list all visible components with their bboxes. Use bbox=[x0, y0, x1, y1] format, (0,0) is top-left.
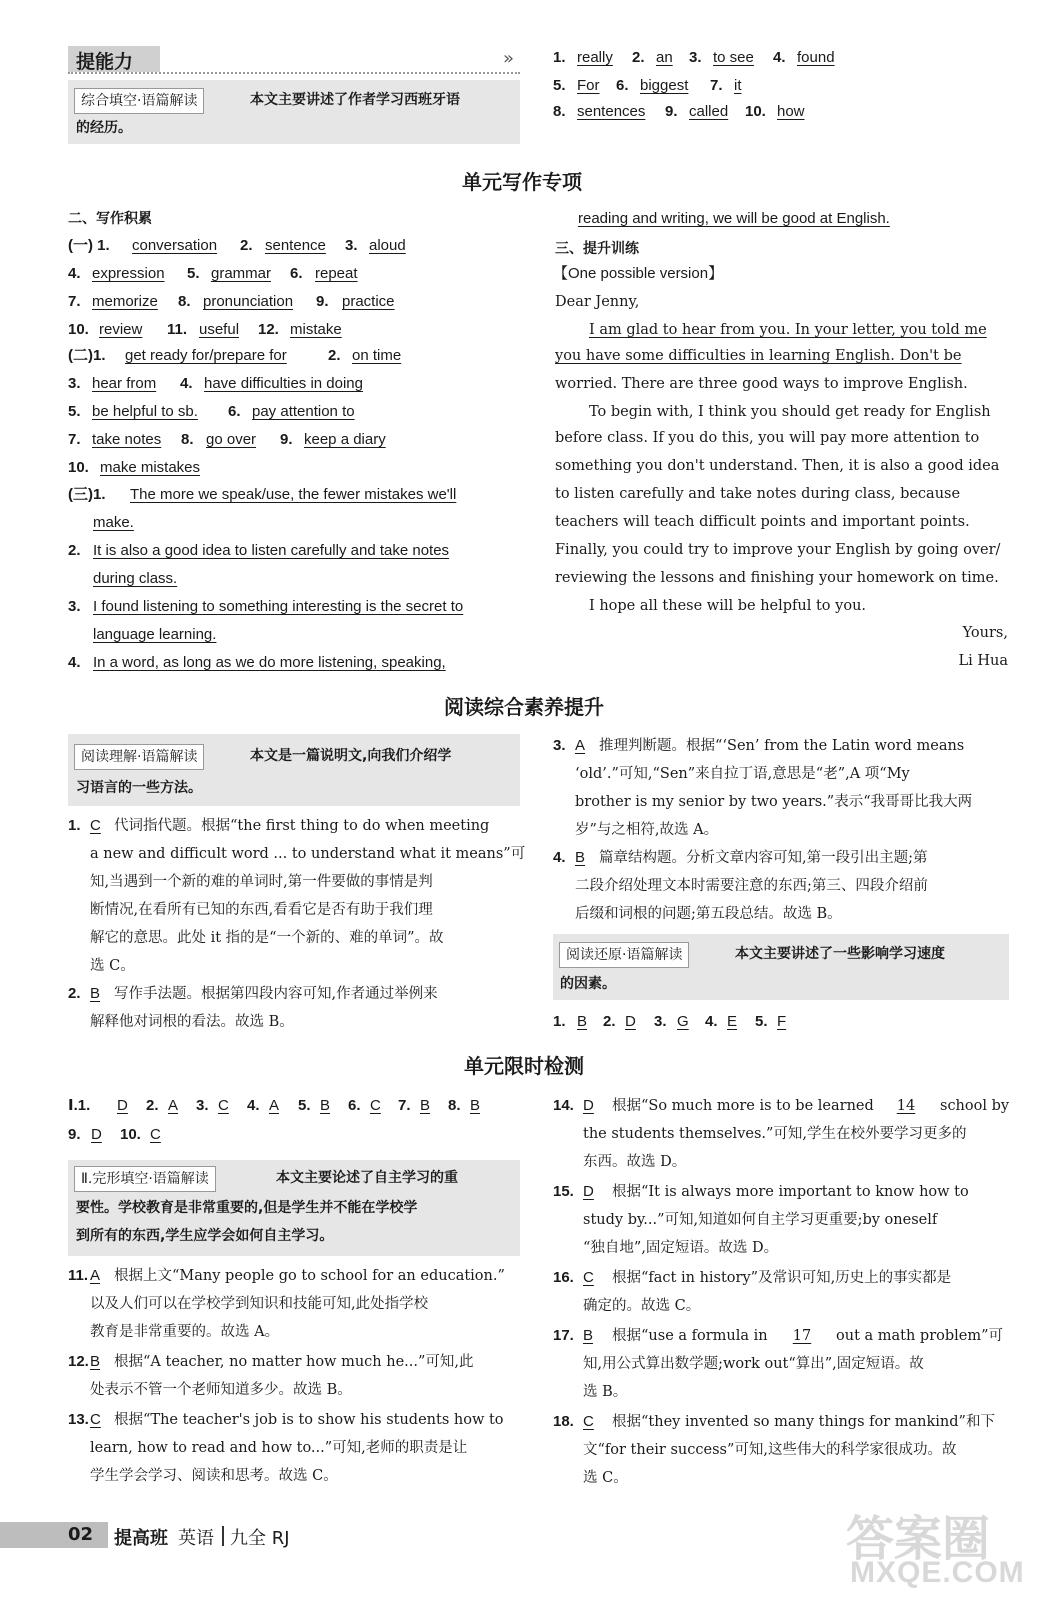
test-q12-answer: B bbox=[90, 1353, 101, 1370]
letter-line: something you don't understand. Then, it is also a good idea bbox=[555, 458, 1000, 474]
reading-t2b: 的因素。 bbox=[560, 976, 616, 992]
reading-q1-text: a new and difficult word ... to understand what it means”可 bbox=[90, 846, 526, 862]
reading-tag1: 阅读理解·语篇解读 bbox=[74, 744, 204, 770]
watermark-url: MXQE.COM bbox=[850, 1556, 1025, 1589]
reading-q4-text: 篇章结构题。分析文章内容可知,第一段引出主题;第 bbox=[599, 850, 928, 866]
test-q16-text: 确定的。故选 C。 bbox=[583, 1298, 701, 1314]
writing-answer: memorize bbox=[92, 293, 158, 310]
reading-ans2-number: 3. bbox=[654, 1013, 667, 1030]
s2-line1: It is also a good idea to listen carefully and take notes bbox=[93, 542, 450, 559]
footer-grade: 九全 RJ bbox=[230, 1528, 290, 1549]
test-q17-blank: 17 bbox=[792, 1328, 812, 1344]
reading-q2-text: 解释他对词根的看法。故选 B。 bbox=[90, 1014, 294, 1030]
test-q17-number: 17. bbox=[553, 1327, 574, 1344]
test-t2: 要性。学校教育是非常重要的,但是学生并不能在学校学 bbox=[76, 1200, 418, 1216]
s3-num: (三)1. bbox=[68, 486, 106, 503]
test-q14-text: 根据“So much more is to be learned bbox=[612, 1098, 874, 1114]
test-q13-answer: C bbox=[90, 1411, 101, 1428]
letter-line: Finally, you could try to improve your English by going over/ bbox=[555, 542, 1001, 558]
footer-divider bbox=[222, 1526, 224, 1546]
test-q17-text: 选 B。 bbox=[583, 1384, 628, 1400]
answer-number: 10. bbox=[745, 103, 766, 120]
test-title: 单元限时检测 bbox=[464, 1054, 584, 1078]
answer-word: it bbox=[734, 77, 742, 94]
test-number: 8. bbox=[448, 1097, 461, 1114]
answer-number: 8. bbox=[553, 103, 566, 120]
test-q12-text: 处表示不管一个老师知道多少。故选 B。 bbox=[90, 1382, 352, 1398]
writing-answer: review bbox=[99, 321, 143, 338]
test-q11-answer: A bbox=[90, 1267, 101, 1284]
reading-ans2-number: 2. bbox=[603, 1013, 616, 1030]
reading-q3-number: 3. bbox=[553, 737, 566, 754]
footer-subject: 英语 bbox=[178, 1528, 214, 1549]
writing-continued: reading and writing, we will be good at English. bbox=[578, 210, 890, 227]
test-q16-number: 16. bbox=[553, 1269, 574, 1286]
test-q14-text: 东西。故选 D。 bbox=[583, 1154, 687, 1170]
writing-number: 6. bbox=[290, 265, 303, 282]
test-q15-number: 15. bbox=[553, 1183, 574, 1200]
s3x-line2: language learning. bbox=[93, 626, 217, 643]
reading-ans2-answer: F bbox=[777, 1013, 787, 1030]
letter-line: you have some difficulties in learning English. Don't be bbox=[555, 348, 962, 364]
test-answer: C bbox=[218, 1097, 229, 1114]
s2-num: 2. bbox=[68, 542, 81, 559]
writing-number: 5. bbox=[68, 403, 81, 420]
test-q12-text: 根据“A teacher, no matter how much he...”可知,此 bbox=[114, 1354, 474, 1370]
reading-q4-answer: B bbox=[575, 849, 586, 866]
reading-q1-text: 代词指代题。根据“the first thing to do when meeting bbox=[114, 818, 490, 834]
writing-answer: get ready for/prepare for bbox=[125, 347, 287, 364]
test-q17-text: 知,用公式算出数学题;work out“算出”,固定短语。故 bbox=[583, 1356, 924, 1372]
writing-number: 5. bbox=[187, 265, 200, 282]
answer-word: called bbox=[689, 103, 729, 120]
test-q18-number: 18. bbox=[553, 1413, 574, 1430]
writing-answer: be helpful to sb. bbox=[92, 403, 198, 420]
writing-answer: expression bbox=[92, 265, 165, 282]
test-number: 4. bbox=[247, 1097, 260, 1114]
writing-answer: make mistakes bbox=[100, 459, 201, 476]
reading-q1-text: 断情况,在看所有已知的东西,看看它是否有助于我们理 bbox=[90, 902, 433, 918]
answer-number: 4. bbox=[773, 49, 786, 66]
writing-number: 4. bbox=[68, 265, 81, 282]
writing-number: 10. bbox=[68, 459, 89, 476]
test-tag: Ⅱ.完形填空·语篇解读 bbox=[74, 1166, 216, 1192]
reading-q2-text: 写作手法题。根据第四段内容可知,作者通过举例来 bbox=[114, 986, 438, 1002]
reading-q1-number: 1. bbox=[68, 817, 81, 834]
answer-number: 7. bbox=[710, 77, 723, 94]
answer-number: 1. bbox=[553, 49, 566, 66]
writing-answer: repeat bbox=[315, 265, 358, 282]
writing-number: 8. bbox=[178, 293, 191, 310]
letter-line: Li Hua bbox=[958, 653, 1008, 669]
letter-line: before class. If you do this, you will pay more attention to bbox=[555, 430, 980, 446]
reading-q2-number: 2. bbox=[68, 985, 81, 1002]
header-strip bbox=[68, 46, 520, 74]
letter-line: worried. There are three good ways to improve English. bbox=[555, 376, 968, 392]
writing-number: 8. bbox=[181, 431, 194, 448]
reading-q3-text: 推理判断题。根据“‘Sen’ from the Latin word means bbox=[599, 738, 965, 754]
reading-q1-text: 选 C。 bbox=[90, 958, 135, 974]
reading-q4-number: 4. bbox=[553, 849, 566, 866]
test-q14-text: school by bbox=[940, 1098, 1010, 1114]
test-answer: C bbox=[150, 1126, 161, 1143]
s2-line2: during class. bbox=[93, 570, 178, 587]
writing-answer: hear from bbox=[92, 375, 157, 392]
reading-q4-text: 二段介绍处理文本时需要注意的东西;第三、四段介绍前 bbox=[575, 878, 928, 894]
reading-q3-text: 岁”与之相符,故选 A。 bbox=[575, 822, 719, 838]
reading-q1-text: 解它的意思。此处 it 指的是“一个新的、难的单词”。故 bbox=[90, 930, 444, 946]
letter-line: to listen carefully and take notes during class, because bbox=[555, 486, 961, 502]
answer-number: 2. bbox=[632, 49, 645, 66]
test-q17-answer: B bbox=[583, 1327, 594, 1344]
test-number: 3. bbox=[196, 1097, 209, 1114]
reading-t2a: 本文主要讲述了一些影响学习速度 bbox=[735, 946, 945, 962]
answer-number: 5. bbox=[553, 77, 566, 94]
reading-q3-answer: A bbox=[575, 737, 586, 754]
header-arrow: » bbox=[502, 48, 514, 69]
reading-ans2-number: 1. bbox=[553, 1013, 566, 1030]
test-q11-text: 根据上文“Many people go to school for an education.” bbox=[114, 1268, 505, 1284]
reading-ans2-answer: B bbox=[577, 1013, 588, 1030]
reading-title: 阅读综合素养提升 bbox=[444, 695, 604, 719]
test-number: Ⅰ.1. bbox=[68, 1097, 91, 1114]
answer-number: 6. bbox=[616, 77, 629, 94]
letter-line: Yours, bbox=[962, 625, 1008, 641]
writing-answer: go over bbox=[206, 431, 257, 448]
writing-answer: on time bbox=[352, 347, 402, 364]
writing-number: 2. bbox=[240, 237, 253, 254]
writing-title: 单元写作专项 bbox=[462, 170, 582, 194]
reading-ans2-answer: G bbox=[677, 1013, 689, 1030]
s4-line1: In a word, as long as we do more listening, speaking, bbox=[93, 654, 446, 671]
test-number: 2. bbox=[146, 1097, 159, 1114]
test-q15-text: 根据“It is always more important to know how to bbox=[612, 1184, 969, 1200]
top-summary-tag: 综合填空·语篇解读 bbox=[74, 88, 204, 114]
top-summary-line1: 本文主要讲述了作者学习西班牙语 bbox=[250, 92, 460, 108]
watermark-text: 答案圈 bbox=[846, 1511, 991, 1567]
test-q14-text: the students themselves.”可知,学生在校外要学习更多的 bbox=[583, 1126, 967, 1142]
reading-ans2-answer: E bbox=[727, 1013, 738, 1030]
letter-line: teachers will teach difficult points and important points. bbox=[555, 514, 970, 530]
test-number: 5. bbox=[298, 1097, 311, 1114]
test-q18-text: 文“for their success”可知,这些伟大的科学家很成功。故 bbox=[583, 1442, 957, 1458]
footer-page: 02 bbox=[68, 1524, 94, 1545]
reading-t1a: 本文是一篇说明文,向我们介绍学 bbox=[250, 748, 452, 764]
test-q13-text: learn, how to read and how to...”可知,老师的职责是让 bbox=[90, 1440, 468, 1456]
answer-word: biggest bbox=[640, 77, 689, 94]
writing-answer: keep a diary bbox=[304, 431, 386, 448]
writing-number: 4. bbox=[180, 375, 193, 392]
writing-answer: sentence bbox=[265, 237, 326, 254]
test-answer: B bbox=[470, 1097, 481, 1114]
writing-number: 10. bbox=[68, 321, 89, 338]
s3x-line1: I found listening to something interesting is the secret to bbox=[93, 598, 464, 615]
s4-num: 4. bbox=[68, 654, 81, 671]
writing-answer: take notes bbox=[92, 431, 162, 448]
writing-answer: pronunciation bbox=[203, 293, 294, 310]
test-q11-text: 以及人们可以在学校学到知识和技能可知,此处指学校 bbox=[90, 1296, 429, 1312]
test-number: 6. bbox=[348, 1097, 361, 1114]
writing-number: (二)1. bbox=[68, 347, 106, 364]
s3-line2: make. bbox=[93, 514, 134, 531]
writing-answer: grammar bbox=[211, 265, 272, 282]
reading-q1-text: 知,当遇到一个新的难的单词时,第一件要做的事情是判 bbox=[90, 874, 433, 890]
test-answer: A bbox=[269, 1097, 280, 1114]
s3x-num: 3. bbox=[68, 598, 81, 615]
letter-line: Dear Jenny, bbox=[555, 294, 640, 310]
test-q15-text: “独自地”,固定短语。故选 D。 bbox=[583, 1240, 779, 1256]
writing-number: 6. bbox=[228, 403, 241, 420]
test-q13-text: 根据“The teacher's job is to show his students how to bbox=[114, 1412, 504, 1428]
writing-sec2: 二、写作积累 bbox=[68, 211, 152, 227]
test-q13-number: 13. bbox=[68, 1411, 89, 1428]
test-number: 7. bbox=[398, 1097, 411, 1114]
reading-q1-answer: C bbox=[90, 817, 101, 834]
test-q11-text: 教育是非常重要的。故选 A。 bbox=[90, 1324, 280, 1340]
writing-number: (一) 1. bbox=[68, 237, 110, 254]
writing-number: 2. bbox=[328, 347, 341, 364]
writing-answer: useful bbox=[199, 321, 240, 338]
test-answer: A bbox=[168, 1097, 179, 1114]
answer-word: how bbox=[777, 103, 805, 120]
footer-brand: 提高班 bbox=[114, 1528, 168, 1549]
test-answer: B bbox=[420, 1097, 431, 1114]
test-answer: D bbox=[91, 1126, 102, 1143]
top-summary-line2: 的经历。 bbox=[76, 120, 132, 136]
test-q18-answer: C bbox=[583, 1413, 594, 1430]
writing-sec3: 三、提升训练 bbox=[555, 241, 639, 257]
writing-answer: have difficulties in doing bbox=[204, 375, 363, 392]
test-q11-number: 11. bbox=[68, 1267, 89, 1284]
letter-line: reviewing the lessons and finishing your homework on time. bbox=[555, 570, 999, 586]
letter-line: I am glad to hear from you. In your letter, you told me bbox=[589, 322, 987, 338]
letter-line: To begin with, I think you should get ready for English bbox=[589, 404, 991, 420]
test-q16-text: 根据“fact in history”及常识可知,历史上的事实都是 bbox=[612, 1270, 952, 1286]
writing-number: 12. bbox=[258, 321, 279, 338]
test-q18-text: 选 C。 bbox=[583, 1470, 628, 1486]
test-q15-answer: D bbox=[583, 1183, 594, 1200]
test-q16-answer: C bbox=[583, 1269, 594, 1286]
writing-number: 7. bbox=[68, 293, 81, 310]
writing-answer: aloud bbox=[369, 237, 406, 254]
test-q18-text: 根据“they invented so many things for mankind”和下 bbox=[612, 1414, 995, 1430]
test-t1: 本文主要论述了自主学习的重 bbox=[276, 1170, 458, 1186]
test-q13-text: 学生学会学习、阅读和思考。故选 C。 bbox=[90, 1468, 338, 1484]
test-q14-blank: 14 bbox=[896, 1098, 916, 1114]
test-t3: 到所有的东西,学生应学会如何自主学习。 bbox=[76, 1228, 334, 1244]
reading-ans2-number: 4. bbox=[705, 1013, 718, 1030]
test-q14-number: 14. bbox=[553, 1097, 574, 1114]
reading-q2-answer: B bbox=[90, 985, 101, 1002]
test-q12-number: 12. bbox=[68, 1353, 89, 1370]
writing-answer: practice bbox=[342, 293, 395, 310]
answer-word: to see bbox=[713, 49, 754, 66]
writing-number: 11. bbox=[167, 321, 188, 338]
writing-number: 9. bbox=[280, 431, 293, 448]
writing-version: 【One possible version】 bbox=[553, 265, 724, 282]
test-q17-text: 根据“use a formula in bbox=[612, 1328, 768, 1344]
writing-number: 3. bbox=[68, 375, 81, 392]
writing-number: 7. bbox=[68, 431, 81, 448]
test-answer: B bbox=[320, 1097, 331, 1114]
reading-ans2-number: 5. bbox=[755, 1013, 768, 1030]
s3-line1: The more we speak/use, the fewer mistakes we'll bbox=[130, 486, 457, 503]
answer-word: really bbox=[577, 49, 613, 66]
letter-line: I hope all these will be helpful to you. bbox=[589, 598, 867, 614]
header-label: 提能力 bbox=[76, 51, 134, 73]
test-q14-answer: D bbox=[583, 1097, 594, 1114]
writing-answer: mistake bbox=[290, 321, 342, 338]
answer-number: 9. bbox=[665, 103, 678, 120]
test-number: 9. bbox=[68, 1126, 81, 1143]
test-answer: C bbox=[370, 1097, 381, 1114]
reading-t1b: 习语言的一些方法。 bbox=[76, 780, 202, 796]
writing-number: 9. bbox=[316, 293, 329, 310]
test-q15-text: study by...”可知,知道如何自主学习更重要;by oneself bbox=[583, 1212, 938, 1228]
reading-q3-text: ‘old’.”可知,“Sen”来自拉丁语,意思是“老”,A 项“My bbox=[575, 766, 910, 782]
answer-word: For bbox=[577, 77, 600, 94]
answer-word: sentences bbox=[577, 103, 646, 120]
test-answer: D bbox=[117, 1097, 128, 1114]
reading-ans2-answer: D bbox=[625, 1013, 636, 1030]
writing-number: 3. bbox=[345, 237, 358, 254]
reading-q4-text: 后缀和词根的问题;第五段总结。故选 B。 bbox=[575, 906, 842, 922]
test-q17-text: out a math problem”可 bbox=[836, 1328, 1004, 1344]
answer-word: found bbox=[797, 49, 835, 66]
answer-word: an bbox=[656, 49, 673, 66]
reading-tag2: 阅读还原·语篇解读 bbox=[559, 942, 689, 968]
answer-number: 3. bbox=[689, 49, 702, 66]
test-number: 10. bbox=[120, 1126, 141, 1143]
writing-answer: conversation bbox=[132, 237, 218, 254]
writing-answer: pay attention to bbox=[252, 403, 355, 420]
reading-q3-text: brother is my senior by two years.”表示“我哥哥比我大两 bbox=[575, 794, 973, 810]
